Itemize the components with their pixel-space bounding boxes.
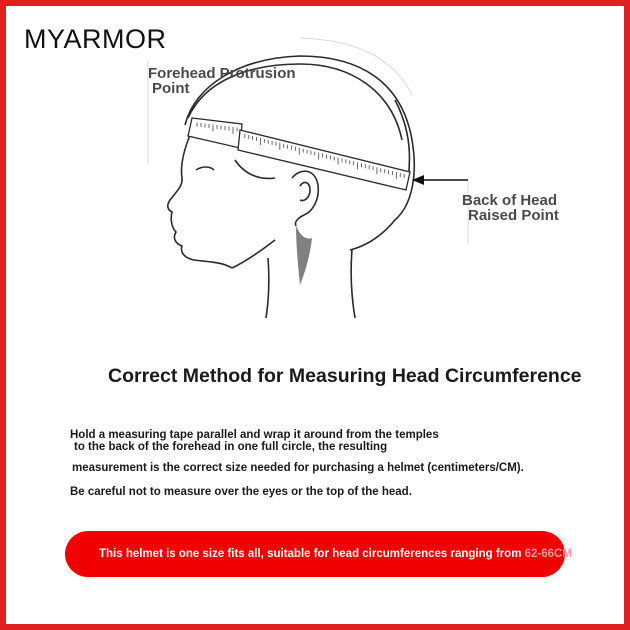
- back-of-head-label: Back of Head Raised Point: [462, 192, 559, 224]
- instructions-text: [70, 429, 524, 474]
- forehead-protrusion-label: Forehead Protrusion Point: [148, 65, 296, 97]
- arrow-icon: [412, 175, 468, 185]
- instructions-line-1: Hold a measuring tape parallel and wrap it around from the temples: [70, 429, 439, 441]
- brand-logo: MYARMOR: [24, 24, 167, 54]
- measuring-tape: [188, 118, 410, 190]
- caution-note: Be careful not to measure over the eyes or the top of the head.: [70, 486, 412, 498]
- size-range: 62-66CM: [524, 548, 572, 560]
- instructions-line-2: to the back of the forehead in one full circle, the resulting: [74, 441, 388, 453]
- instructions-line-3: measurement is the correct size needed for purchasing a helmet (centimeters/CM).: [72, 462, 524, 474]
- page-title: Correct Method for Measuring Head Circumference: [108, 365, 582, 387]
- neck-shadow: [296, 226, 312, 285]
- one-size-banner: [65, 531, 572, 577]
- banner-text: This helmet is one size fits all, suitable for head circumferences ranging from 62-66CM: [99, 548, 572, 560]
